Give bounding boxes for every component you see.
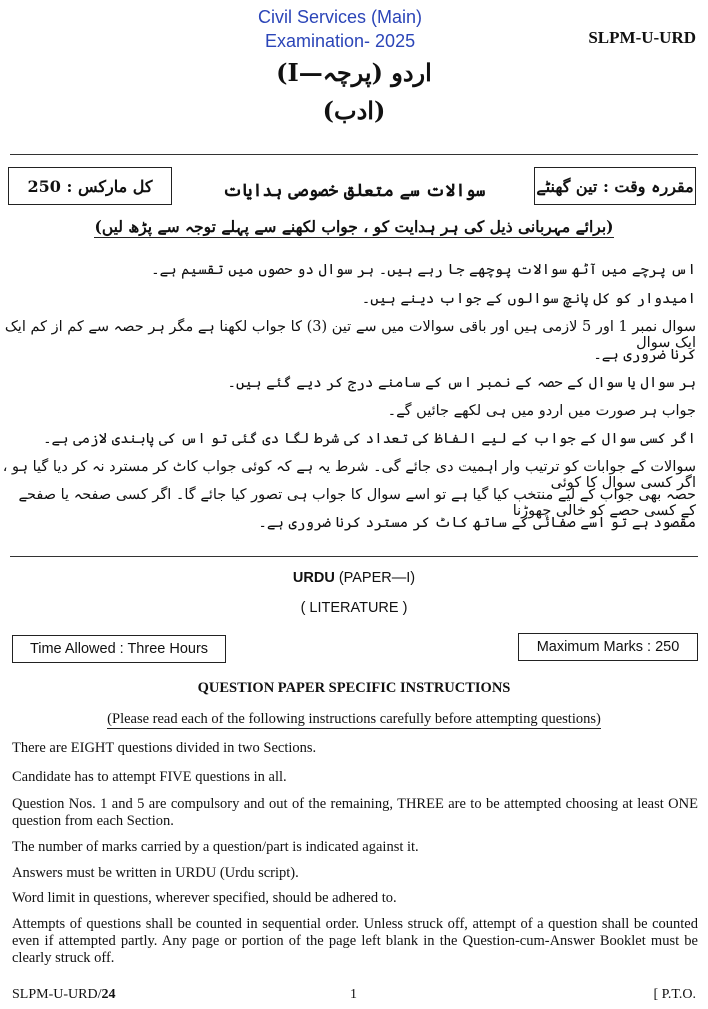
english-paper-title	[0, 570, 708, 586]
footer-code-number: 24	[101, 987, 116, 1002]
handwritten-exam-name: Civil Services (Main)	[258, 7, 423, 27]
english-paper-subtitle: ( LITERATURE )	[300, 600, 408, 616]
english-instruction-6: Word limit in questions, wherever specified, should be adhered to.	[12, 890, 397, 906]
page-number: 1	[350, 987, 357, 1002]
english-instruction-1: There are EIGHT questions divided in two Sections.	[12, 740, 317, 756]
english-instruction-7: Attempts of questions shall be counted in sequential order. Unless struck off, attempt of a question shall be counted even if attempted partly. Any page or portion of the page left blank in the Question-cum-Answer Booklet must be clearly struck off.	[12, 916, 698, 966]
handwritten-exam-year: Examination- 2025	[265, 31, 416, 51]
urdu-instruction-5: جواب ہر صورت میں اردو میں ہی لکھے جائیں گے۔	[387, 403, 696, 419]
paper-code: SLPM-U-URD	[588, 28, 696, 47]
urdu-time-box: مقررہ وقت : تین گھنٹے	[534, 167, 696, 205]
urdu-instruction-2: امیدوار کو کل پانچ سوالوں کے جواب دینے ہیں۔	[361, 291, 696, 307]
top-divider	[10, 154, 698, 155]
urdu-paper-title: اردو (پرچہ—I)	[276, 58, 432, 87]
english-instruction-2: Candidate has to attempt FIVE questions in all.	[12, 769, 287, 785]
urdu-instruction-6: اگر کسی سوال کے جواب کے لیے الفاظ کی تعداد کی شرط لگا دی گئی تو اس کی پابندی لازمی ہے۔	[43, 431, 696, 447]
english-instructions-heading: QUESTION PAPER SPECIFIC INSTRUCTIONS	[197, 680, 511, 696]
urdu-instruction-7-cont: حصہ بھی جواب کے لیے منتخب کیا گیا ہے تو اسے سوال کا جواب ہی تصور کیا جائے گا۔ اگر کسی صفحہ یا صفحے کے کسی حصے کو خالی چھوڑنا	[18, 487, 696, 519]
english-instruction-5: Answers must be written in URDU (Urdu script).	[12, 865, 299, 881]
urdu-instruction-1: اس پرچے میں آٹھ سوالات پوچھے جا رہے ہیں۔ ہر سوال دو حصوں میں تقسیم ہے۔	[151, 262, 696, 278]
footer-code-prefix: SLPM-U-URD/	[12, 987, 102, 1002]
footer-paper-code	[12, 987, 115, 1003]
english-paper-title-part: (PAPER—I)	[334, 570, 416, 586]
english-time-box: Time Allowed : Three Hours	[12, 635, 226, 663]
urdu-instruction-3-cont: کرنا ضروری ہے۔	[593, 347, 696, 363]
urdu-instruction-7: سوالات کے جوابات کو ترتیب وار اہمیت دی جائے گی۔ شرط یہ ہے کہ کوئی جواب کاٹ کر مسترد نہ کر دیا گیا ہو ، اگر کسی سوال کا کوئی	[2, 459, 696, 491]
middle-divider	[10, 556, 698, 557]
pto-marker: [ P.T.O.	[653, 987, 696, 1002]
english-marks-box: Maximum Marks : 250	[518, 633, 698, 661]
urdu-instruction-4: ہر سوال یا سوال کے حصہ کے نمبر اس کے سامنے درج کر دیے گئے ہیں۔	[227, 375, 696, 391]
urdu-instruction-3: سوال نمبر 1 اور 5 لازمی ہیں اور باقی سوالات میں سے تین (3) کا جواب لکھنا ہے مگر ہر حصہ سے کم از کم ایک ایک سوال	[4, 319, 696, 351]
urdu-marks-box: کل مارکس : 250	[8, 167, 172, 205]
urdu-instruction-7-end: مقصود ہے تو اسے صفائی کے ساتھ کاٹ کر مسترد کرنا ضروری ہے۔	[258, 515, 696, 531]
urdu-paper-subtitle: (ادب)	[322, 96, 386, 125]
english-paper-title-subject: URDU	[292, 570, 335, 586]
english-instruction-4: The number of marks carried by a question/part is indicated against it.	[12, 839, 419, 855]
english-instruction-3: Question Nos. 1 and 5 are compulsory and out of the remaining, THREE are to be attempted choosing at least ONE question from each Section.	[12, 796, 698, 829]
english-instructions-subheading: (Please read each of the following instructions carefully before attempting questions)	[107, 711, 601, 727]
urdu-instructions-subheading: (برائے مہربانی ذیل کی ہر ہدایت کو ، جواب لکھنے سے پہلے توجہ سے پڑھ لیں)	[94, 217, 614, 236]
urdu-instructions-heading: سوالات سے متعلق خصوصی ہدایات	[222, 181, 486, 201]
